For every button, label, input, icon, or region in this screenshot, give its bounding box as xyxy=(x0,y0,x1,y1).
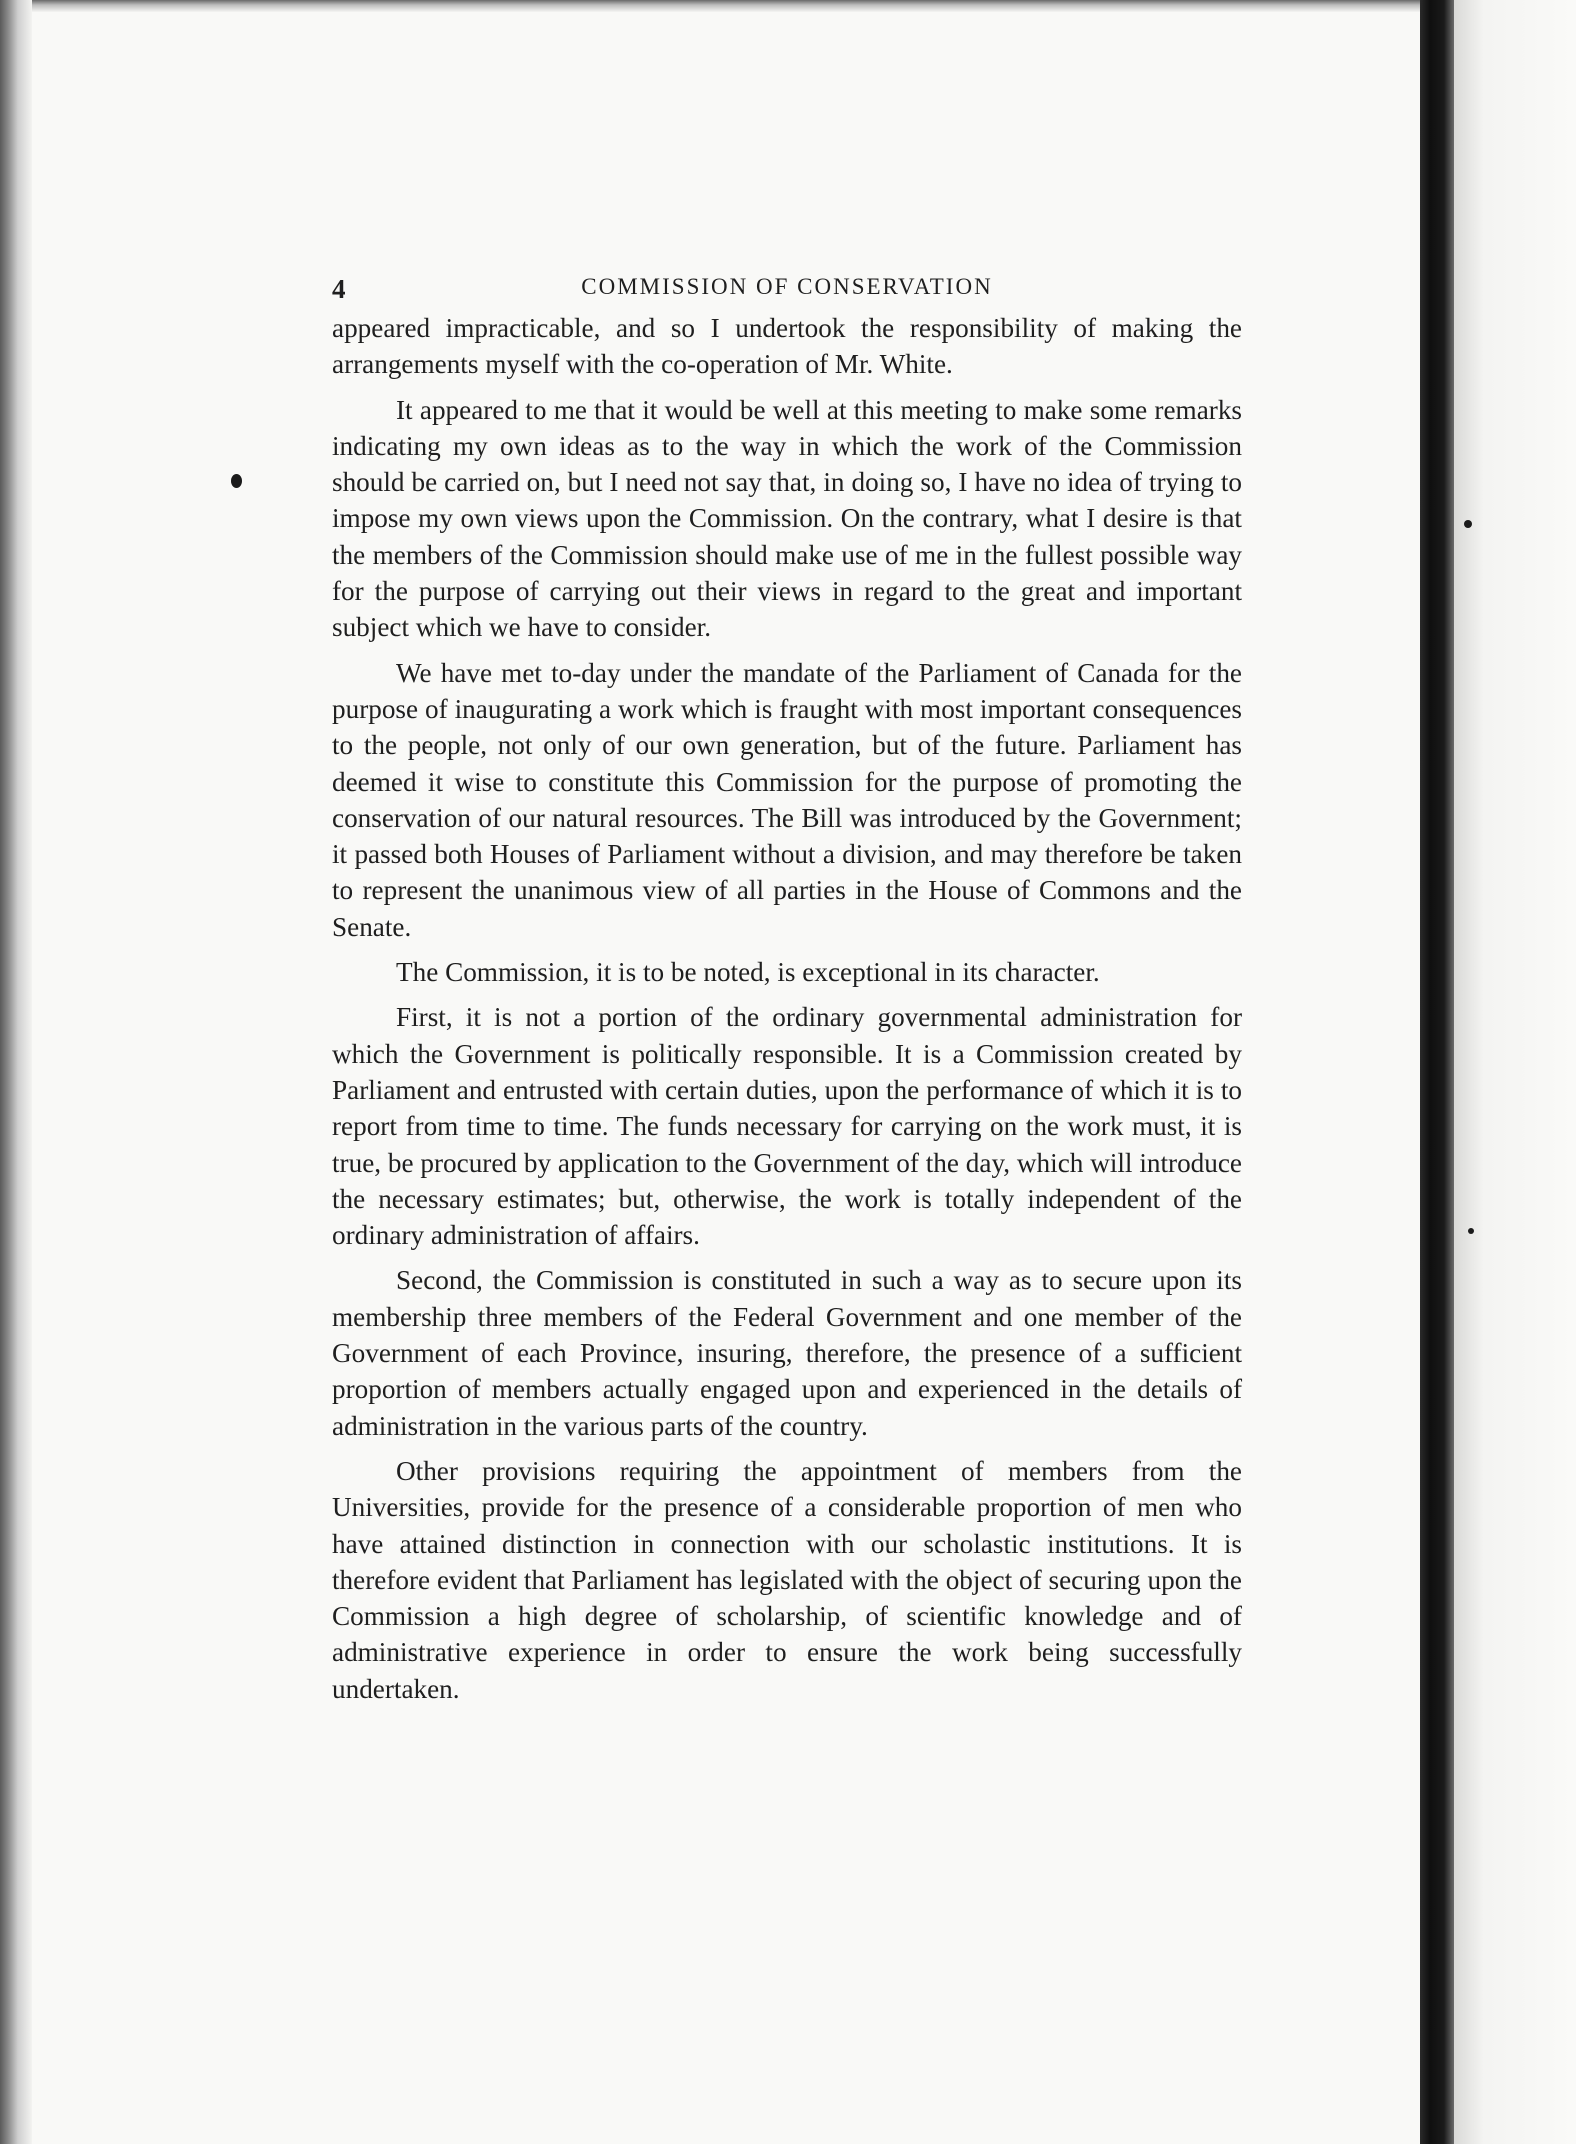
ink-speck xyxy=(231,474,242,488)
paragraph: It appeared to me that it would be well at this meeting to make some remarks indicating my own ideas as to the way in which the work of the Commission should be carried on, but I need not say that, in doing so, I have no idea of trying to impose my own views upon the Commission. On the contrary, what I desire is that the members of the Commission should make use of me in the fullest possible way for the purpose of carrying out their views in regard to the great and important subject which we have to consider. xyxy=(332,394,1242,643)
left-page-edge xyxy=(0,0,32,2144)
paragraph: Other provisions requiring the appointment of members from the Universities, provide for the presence of a considerable proportion of men who have attained distinction in connection with our scholastic institutions. It is therefore evident that Parliament has legislated with the object of securing upon the Commission a high degree of scholarship, of scientific knowledge and of administrative experience in order to ensure the work being successfully undertaken. xyxy=(332,1455,1242,1704)
paragraph-continuation: appeared impracticable, and so I undertook the responsibility of making the arrangements myself with the co-operation of Mr. White. xyxy=(332,313,1242,380)
paragraph: We have met to-day under the mandate of the Parliament of Canada for the purpose of inaugurating a work which is fraught with most important consequences to the people, not only of our own generation, but of the future. Parliament has deemed it wise to constitute this Commission for the purpose of promoting the conservation of our natural resources. The Bill was introduced by the Government; it passed both Houses of Parliament without a division, and may therefore be taken to represent the unanimous view of all parties in the House of Commons and the Senate. xyxy=(332,657,1242,942)
top-page-edge xyxy=(0,0,1576,12)
paragraph: First, it is not a portion of the ordinary governmental administration for which the Government is politically responsible. It is a Commission created by Parliament and entrusted with certain duties, upon the performance of which it is to report from time to time. The funds necessary for carrying on the work must, it is true, be procured by application to the Government of the day, which will introduce the necessary estimates; but, otherwise, the work is totally independent of the ordinary administration of affairs. xyxy=(332,1002,1242,1251)
ink-speck xyxy=(1464,520,1472,528)
running-header-title: COMMISSION OF CONSERVATION xyxy=(581,274,993,299)
book-gutter xyxy=(1420,0,1454,2144)
paragraph: The Commission, it is to be noted, is exceptional in its character. xyxy=(396,957,1100,988)
facing-page-edge xyxy=(1454,0,1576,2144)
page-body xyxy=(332,258,1242,1716)
page-number: 4 xyxy=(332,274,346,304)
ink-speck xyxy=(1468,1228,1474,1234)
paragraph: Second, the Commission is constituted in such a way as to secure upon its membership three members of the Federal Government and one member of the Government of each Province, insuring, therefore, the presence of a sufficient proportion of members actually engaged upon and experienced in the details of administration in the various parts of the country. xyxy=(332,1265,1242,1441)
running-header xyxy=(332,258,1242,310)
